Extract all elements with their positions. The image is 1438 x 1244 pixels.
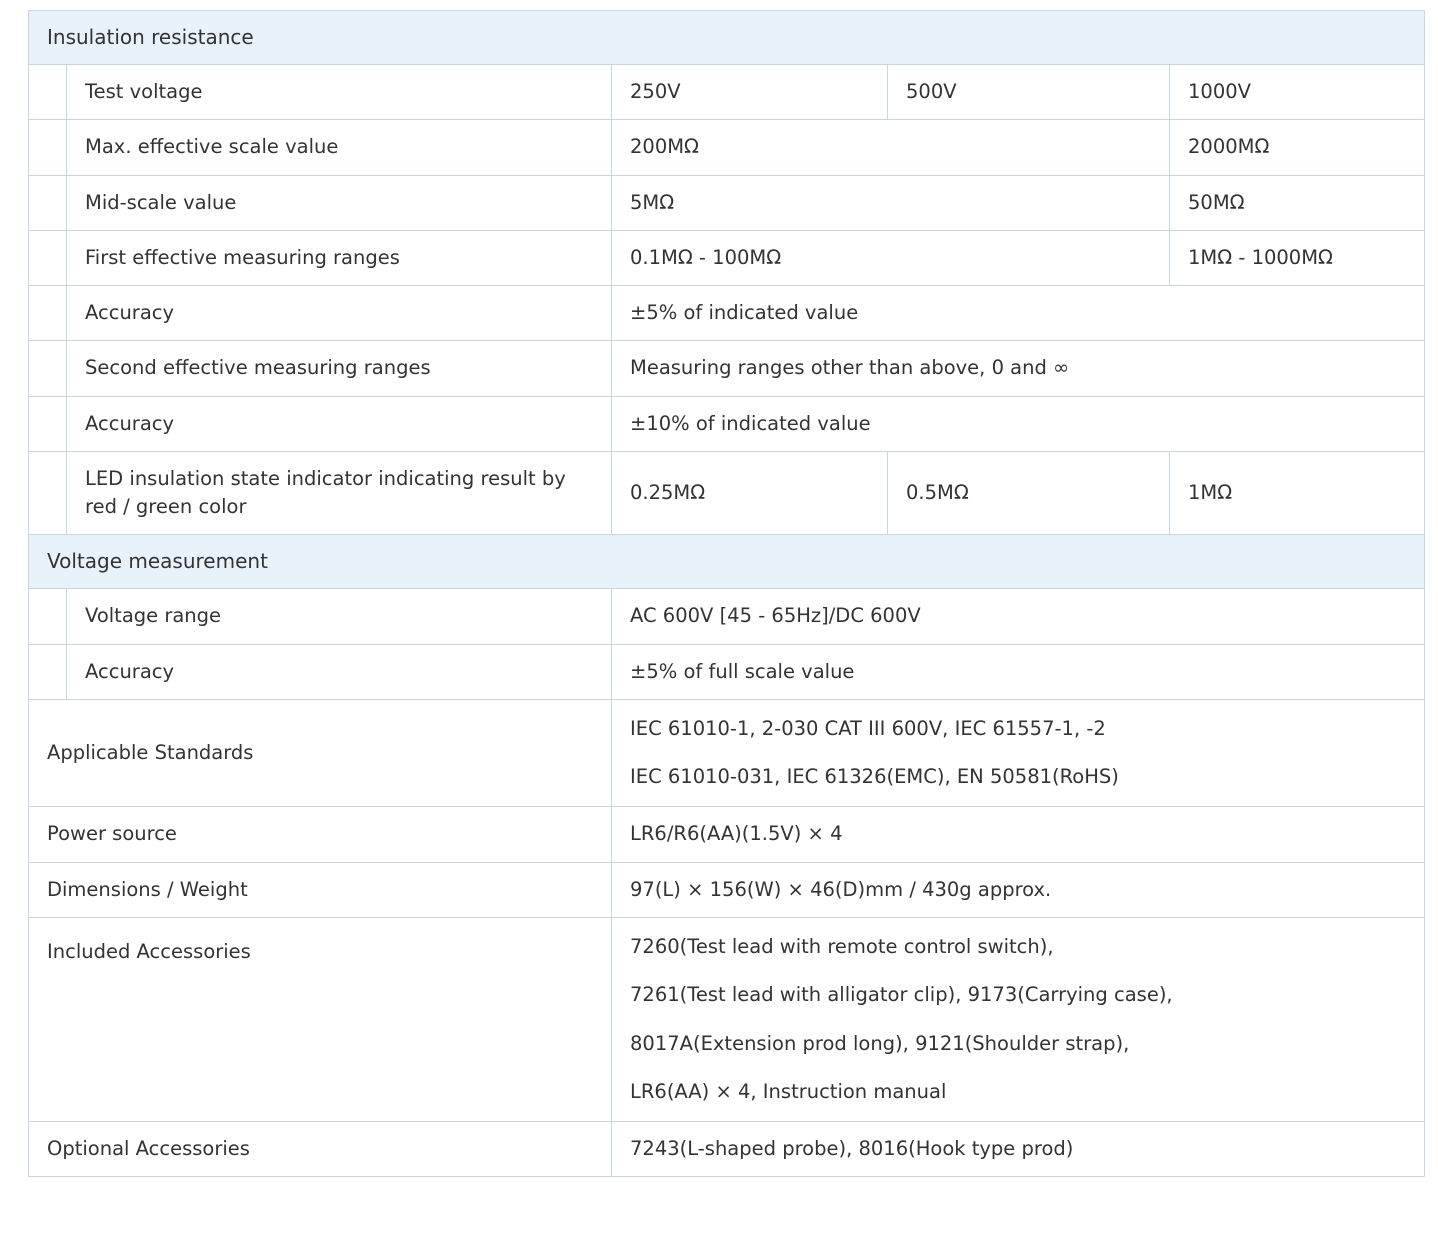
table-row-test-voltage: [29, 65, 1425, 120]
included-line-2: 7261(Test lead with alligator clip), 9173(Carrying case),: [630, 983, 1173, 1007]
table-row-accuracy-first: [29, 286, 1425, 341]
cell-optional-accessories: 7243(L-shaped probe), 8016(Hook type prod): [612, 1122, 1425, 1177]
indent-spacer: [29, 589, 67, 644]
indent-spacer: [29, 175, 67, 230]
table-row-second-effective-measuring-ranges: [29, 341, 1425, 396]
standards-line-1: IEC 61010-1, 2-030 CAT III 600V, IEC 61557-1, -2: [630, 716, 1106, 740]
cell-voltage-range: AC 600V [45 - 65Hz]/DC 600V: [612, 589, 1425, 644]
table-row-included-accessories: [29, 917, 1425, 1121]
cell-test-voltage-250: 250V: [612, 65, 888, 120]
table-row-power-source: [29, 807, 1425, 862]
row-label-applicable-standards: Applicable Standards: [29, 699, 612, 807]
indent-spacer: [29, 644, 67, 699]
table-row-mid-scale-value: [29, 175, 1425, 230]
table-row-max-effective-scale-value: [29, 120, 1425, 175]
table-row-voltage-range: [29, 589, 1425, 644]
cell-dimensions-weight: 97(L) × 156(W) × 46(D)mm / 430g approx.: [612, 862, 1425, 917]
row-label-mid-scale-value: Mid-scale value: [67, 175, 612, 230]
section-header-insulation-resistance: [29, 11, 1425, 65]
table-row-applicable-standards: [29, 699, 1425, 807]
cell-max-effective-left: 200MΩ: [612, 120, 1170, 175]
indent-spacer: [29, 286, 67, 341]
section-title-insulation-resistance: Insulation resistance: [29, 11, 1425, 65]
cell-test-voltage-1000: 1000V: [1170, 65, 1425, 120]
cell-second-ranges: Measuring ranges other than above, 0 and ∞: [612, 341, 1425, 396]
cell-first-ranges-left: 0.1MΩ - 100MΩ: [612, 230, 1170, 285]
row-label-voltage-range: Voltage range: [67, 589, 612, 644]
row-label-included-accessories: Included Accessories: [29, 917, 612, 1121]
table-row-dimensions-weight: [29, 862, 1425, 917]
cell-power-source: LR6/R6(AA)(1.5V) × 4: [612, 807, 1425, 862]
included-line-3: 8017A(Extension prod long), 9121(Shoulder strap),: [630, 1031, 1130, 1055]
indent-spacer: [29, 451, 67, 535]
cell-included-accessories: [612, 917, 1425, 1121]
row-label-accuracy-first: Accuracy: [67, 286, 612, 341]
row-label-first-effective-measuring-ranges: First effective measuring ranges: [67, 230, 612, 285]
indent-spacer: [29, 230, 67, 285]
cell-first-ranges-right: 1MΩ - 1000MΩ: [1170, 230, 1425, 285]
cell-led-1000: 1MΩ: [1170, 451, 1425, 535]
row-label-second-effective-measuring-ranges: Second effective measuring ranges: [67, 341, 612, 396]
section-header-voltage-measurement: [29, 535, 1425, 589]
row-label-optional-accessories: Optional Accessories: [29, 1122, 612, 1177]
cell-led-250: 0.25MΩ: [612, 451, 888, 535]
included-line-4: LR6(AA) × 4, Instruction manual: [630, 1079, 947, 1103]
included-line-1: 7260(Test lead with remote control switch),: [630, 934, 1054, 958]
row-label-power-source: Power source: [29, 807, 612, 862]
cell-test-voltage-500: 500V: [888, 65, 1170, 120]
cell-mid-scale-left: 5MΩ: [612, 175, 1170, 230]
table-row-led-insulation-state-indicator: [29, 451, 1425, 535]
indent-spacer: [29, 396, 67, 451]
indent-spacer: [29, 65, 67, 120]
section-title-voltage-measurement: Voltage measurement: [29, 535, 1425, 589]
indent-spacer: [29, 120, 67, 175]
row-label-voltage-accuracy: Accuracy: [67, 644, 612, 699]
table-row-first-effective-measuring-ranges: [29, 230, 1425, 285]
cell-led-500: 0.5MΩ: [888, 451, 1170, 535]
table-row-voltage-accuracy: [29, 644, 1425, 699]
specifications-table: [28, 10, 1425, 1177]
cell-accuracy-second: ±10% of indicated value: [612, 396, 1425, 451]
indent-spacer: [29, 341, 67, 396]
cell-mid-scale-right: 50MΩ: [1170, 175, 1425, 230]
cell-applicable-standards: [612, 699, 1425, 807]
row-label-test-voltage: Test voltage: [67, 65, 612, 120]
row-label-max-effective-scale-value: Max. effective scale value: [67, 120, 612, 175]
cell-voltage-accuracy: ±5% of full scale value: [612, 644, 1425, 699]
cell-max-effective-right: 2000MΩ: [1170, 120, 1425, 175]
row-label-accuracy-second: Accuracy: [67, 396, 612, 451]
cell-accuracy-first: ±5% of indicated value: [612, 286, 1425, 341]
table-row-optional-accessories: [29, 1122, 1425, 1177]
standards-line-2: IEC 61010-031, IEC 61326(EMC), EN 50581(RoHS): [630, 765, 1119, 789]
table-row-accuracy-second: [29, 396, 1425, 451]
row-label-led-insulation-state-indicator: LED insulation state indicator indicating result by red / green color: [67, 451, 612, 535]
row-label-dimensions-weight: Dimensions / Weight: [29, 862, 612, 917]
